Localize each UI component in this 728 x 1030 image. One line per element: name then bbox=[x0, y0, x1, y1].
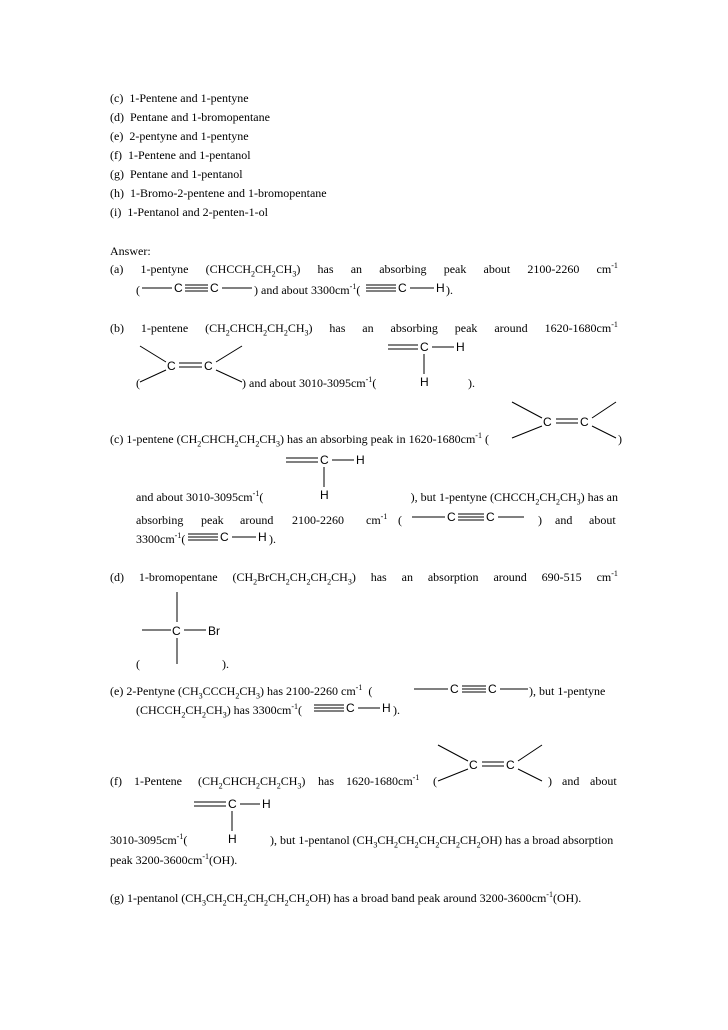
answer-c-word: 2100-2260 bbox=[292, 513, 344, 527]
answer-e-close: ). bbox=[393, 703, 400, 717]
answer-f-range: $1620-1680cm^{-1}$ bbox=[346, 773, 420, 788]
answer-b-open: ( bbox=[136, 376, 140, 390]
answer-c-unit: $cm^{-1}$ bbox=[366, 512, 388, 527]
answer-b-close: ). bbox=[468, 376, 475, 390]
list-item: (h) 1-Bromo-2-pentene and 1-bromopentane bbox=[110, 186, 327, 200]
answer-f-word: and bbox=[562, 774, 580, 788]
answer-f-paren: ) bbox=[548, 774, 552, 788]
alkene-structure bbox=[512, 400, 622, 444]
c-br-structure bbox=[140, 590, 240, 666]
alkyne-ch-structure bbox=[188, 527, 278, 547]
answer-c-paren: ( bbox=[398, 513, 402, 527]
svg-text:H: H bbox=[382, 701, 391, 715]
answer-d-close: ). bbox=[222, 657, 229, 671]
svg-text:C: C bbox=[210, 281, 219, 295]
svg-text:C: C bbox=[469, 758, 478, 772]
answer-c-word: around bbox=[240, 513, 274, 527]
answer-e-line1: (e) 2-Pentyne $(CH_3CCCH_2CH_3)$ has 2100-2260 $cm^{-1}$ ( bbox=[110, 683, 373, 701]
svg-text:C: C bbox=[320, 453, 329, 467]
answer-f-word: about bbox=[590, 774, 617, 788]
svg-text:C: C bbox=[543, 415, 552, 429]
svg-text:C: C bbox=[447, 510, 456, 524]
svg-text:C: C bbox=[450, 682, 459, 696]
svg-text:C: C bbox=[580, 415, 589, 429]
answer-a-close: ). bbox=[446, 283, 453, 297]
answer-f-paren: ( bbox=[433, 774, 437, 788]
answer-c-word: and bbox=[555, 513, 573, 527]
answer-c-close: ) bbox=[618, 432, 622, 446]
answer-f-word: 1-Pentene bbox=[134, 774, 182, 788]
svg-text:H: H bbox=[456, 340, 465, 354]
svg-text:C: C bbox=[174, 281, 183, 295]
svg-text:C: C bbox=[228, 797, 237, 811]
svg-text:C: C bbox=[420, 340, 429, 354]
alkene-structure bbox=[140, 344, 250, 388]
answer-b-line1: (b) 1-pentene $(CH_2CHCH_2CH_2CH_3)$ has an absorbing peak around $1620-1680cm^{-1}$ bbox=[110, 320, 618, 338]
answer-c-line1: (c) 1-pentene $(CH_2CHCH_2CH_2CH_3)$ has an absorbing peak in $1620-1680cm^{-1}$ ( bbox=[110, 431, 489, 449]
answer-d-line1: (d) 1-bromopentane $(CH_2BrCH_2CH_2CH_2CH_3)$ has an absorption around 690-515 $cm^{-1}$ bbox=[110, 569, 618, 587]
svg-text:C: C bbox=[506, 758, 515, 772]
triple-bond-structure bbox=[140, 278, 260, 298]
svg-text:H: H bbox=[320, 488, 329, 502]
svg-text:H: H bbox=[258, 530, 267, 544]
svg-text:Br: Br bbox=[208, 624, 220, 638]
list-item: (g) Pentane and 1-pentanol bbox=[110, 167, 243, 181]
svg-text:H: H bbox=[420, 375, 429, 389]
answer-b-line3: ) and about $3010-3095cm^{-1}$( bbox=[242, 375, 377, 390]
answer-c-line4: $3300cm^{-1}$( bbox=[136, 531, 186, 546]
svg-text:C: C bbox=[204, 359, 213, 373]
answer-f-line2b: ), but 1-pentanol $(CH_3CH_2CH_2CH_2CH_2CH_2OH)$ has a broad absorption bbox=[270, 833, 614, 850]
answer-a-line2: ) and about $3300cm^{-1}$( bbox=[254, 282, 361, 297]
answer-f-formula: $(CH_2CHCH_2CH_2CH_3)$ bbox=[198, 774, 306, 791]
answer-f-line2a: $3010-3095cm^{-1}$( bbox=[110, 832, 188, 847]
answer-a-line2-open: ( bbox=[136, 283, 140, 297]
svg-text:C: C bbox=[167, 359, 176, 373]
svg-text:C: C bbox=[398, 281, 407, 295]
answer-c-close: ). bbox=[269, 532, 276, 546]
answer-d-paren: ( bbox=[136, 657, 140, 671]
list-item: (i) 1-Pentanol and 2-penten-1-ol bbox=[110, 205, 268, 219]
answer-e-but: ), but 1-pentyne bbox=[529, 684, 606, 698]
answer-e-line2: $(CHCCH_2CH_2CH_3)$ has $3300cm^{-1}$( bbox=[136, 702, 303, 720]
svg-text:H: H bbox=[436, 281, 445, 295]
svg-text:H: H bbox=[228, 832, 237, 846]
svg-text:H: H bbox=[262, 797, 271, 811]
list-item: (c) 1-Pentene and 1-pentyne bbox=[110, 91, 249, 105]
answer-c-line2: and about $3010-3095cm^{-1}$( ), but 1-pentyne $(CHCCH_2CH_2CH_3)$ has an bbox=[136, 489, 618, 507]
list-item: (e) 2-pentyne and 1-pentyne bbox=[110, 129, 249, 143]
alkyne-ch-structure bbox=[314, 698, 404, 718]
list-item: (d) Pentane and 1-bromopentane bbox=[110, 110, 270, 124]
svg-text:C: C bbox=[488, 682, 497, 696]
list-item: (f) 1-Pentene and 1-pentanol bbox=[110, 148, 251, 162]
svg-text:C: C bbox=[220, 530, 229, 544]
svg-text:C: C bbox=[486, 510, 495, 524]
answer-c-word: about bbox=[589, 513, 616, 527]
answer-g-line1: (g) 1-pentanol $(CH_3CH_2CH_2CH_2CH_2CH_2OH)$ has a broad band peak around $3200-3600cm^{-1}(OH)$. bbox=[110, 890, 582, 908]
answer-c-word: peak bbox=[201, 513, 224, 527]
answer-c-line3: absorbing bbox=[136, 513, 184, 527]
answer-c-paren: ) bbox=[538, 513, 542, 527]
alkene-structure bbox=[438, 743, 548, 787]
answer-f-word: has bbox=[318, 774, 334, 788]
alkyne-ch-structure bbox=[366, 278, 456, 298]
answer-f-key: (f) bbox=[110, 774, 122, 788]
triple-bond-structure bbox=[414, 679, 534, 699]
triple-bond-structure bbox=[412, 507, 532, 527]
svg-text:H: H bbox=[356, 453, 365, 467]
answer-heading: Answer: bbox=[110, 244, 151, 258]
answer-a-line1: (a) 1-pentyne $(CHCCH_2CH_2CH_3)$ has an absorbing peak about 2100-2260 $cm^{-1}$ bbox=[110, 261, 618, 279]
svg-text:C: C bbox=[346, 701, 355, 715]
answer-f-line3: peak $3200-3600cm^{-1}(OH)$. bbox=[110, 852, 238, 867]
svg-text:C: C bbox=[172, 624, 181, 638]
